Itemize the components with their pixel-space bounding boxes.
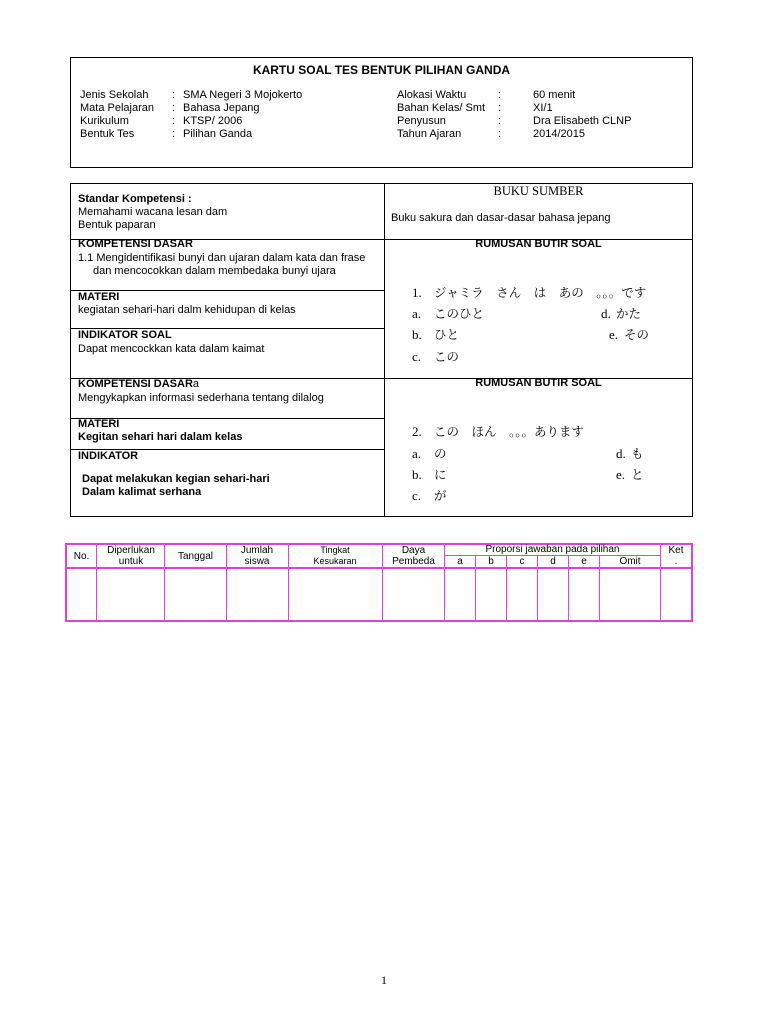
column-divider (384, 183, 385, 517)
option-c (412, 347, 459, 365)
question-number: 2. (412, 424, 422, 439)
materi-2-label: MATERI (78, 418, 120, 430)
indikator-2-text: Dalam kalimat serhana (82, 486, 202, 498)
table-header-ket: Ket . (668, 545, 684, 567)
kompetensi-dasar-text: dan mencocokkan dalam membedaka bunyi ujara (93, 265, 336, 277)
option-a (412, 444, 447, 462)
table-header-option-d: d (550, 556, 556, 567)
field-colon: : (172, 128, 176, 140)
kompetensi-dasar-2-suffix: a (192, 378, 200, 390)
option-label: a. (412, 306, 422, 321)
question-number: 1. (412, 285, 422, 300)
standar-kompetensi-text: Memahami wacana lesan dam (78, 206, 228, 218)
option-label: c. (412, 349, 422, 364)
field-value-tahun-ajaran: 2014/2015 (533, 128, 585, 140)
field-value-mata-pelajaran: Bahasa Jepang (183, 102, 260, 114)
option-e (616, 465, 644, 483)
option-text: この (434, 350, 460, 364)
question-text: ジャミラ さん は あの 。。。です (434, 286, 647, 300)
option-d (616, 444, 644, 462)
option-text: も (631, 447, 644, 461)
option-label: a. (412, 446, 422, 461)
field-colon: : (172, 89, 176, 101)
option-text: が (434, 489, 447, 503)
table-header-option-c: c (519, 556, 525, 567)
table-header-daya: Daya Pembeda (392, 545, 435, 567)
question-2 (412, 422, 584, 440)
table-header-option-a: a (457, 556, 463, 567)
table-header-jumlah: Jumlah siswa (240, 545, 274, 567)
field-colon: : (172, 115, 176, 127)
field-colon: : (498, 102, 502, 114)
rumusan-butir-soal-2-label: RUMUSAN BUTIR SOAL (475, 377, 602, 389)
field-colon: : (498, 115, 502, 127)
kompetensi-dasar-2-label-text: KOMPETENSI DASAR (78, 378, 193, 390)
table-column-divider (660, 543, 661, 622)
option-text: に (434, 468, 447, 482)
field-label-jenis-sekolah: Jenis Sekolah (80, 89, 149, 101)
table-header-option-b: b (488, 556, 494, 567)
buku-sumber-text: Buku sakura dan dasar-dasar bahasa jepang (391, 212, 611, 224)
field-label-kurikulum: Kurikulum (80, 115, 129, 127)
field-label-tahun-ajaran: Tahun Ajaran (397, 128, 462, 140)
card-title: KARTU SOAL TES BENTUK PILIHAN GANDA (252, 63, 511, 77)
kompetensi-dasar-text: 1.1 Mengidentifikasi bunyi dan ujaran dalam kata dan frase (78, 252, 366, 264)
page-number: 1 (381, 973, 387, 987)
table-header-option-e: e (581, 556, 587, 567)
field-label-penyusun: Penyusun (397, 115, 446, 127)
rumusan-butir-soal-label: RUMUSAN BUTIR SOAL (475, 238, 602, 250)
option-label: d. (616, 446, 626, 461)
field-colon: : (498, 128, 502, 140)
field-label-bahan-kelas: Bahan Kelas/ Smt (397, 102, 486, 114)
standar-kompetensi-label: Standar Kompetensi : (78, 193, 192, 205)
option-text: の (434, 447, 447, 461)
field-value-penyusun: Dra Elisabeth CLNP (533, 115, 632, 127)
option-text: このひと (434, 307, 485, 321)
option-a (412, 304, 484, 322)
table-border (691, 543, 693, 622)
indikator-2-label: INDIKATOR (78, 450, 139, 462)
option-text: かた (616, 307, 642, 321)
materi-label: MATERI (78, 291, 120, 303)
indikator-soal-text: Dapat mencockkan kata dalam kaimat (78, 343, 265, 355)
kompetensi-dasar-2-text: Mengykapkan informasi sederhana tentang dilalog (78, 392, 324, 404)
option-label: b. (412, 467, 422, 482)
question-text: この ほん 。。。あります (434, 425, 585, 439)
table-header-tanggal: Tanggal (177, 550, 214, 562)
buku-sumber-label: BUKU SUMBER (493, 184, 584, 198)
question-1 (412, 283, 646, 301)
table-header-diperlukan: Diperlukan untuk (107, 545, 155, 567)
table-header-option-omit: Omit (619, 556, 641, 567)
field-label-alokasi-waktu: Alokasi Waktu (397, 89, 467, 101)
kompetensi-dasar-2-label (78, 378, 199, 391)
field-value-bentuk-tes: Pilihan Ganda (183, 128, 253, 140)
field-colon: : (498, 89, 502, 101)
option-label: c. (412, 488, 422, 503)
option-text: その (624, 328, 650, 342)
option-text: ひと (434, 328, 460, 342)
option-text: と (631, 468, 644, 482)
materi-2-text: Kegitan sehari hari dalam kelas (78, 431, 243, 443)
option-label: e. (616, 467, 626, 482)
option-label: d. (601, 306, 611, 321)
table-column-divider (288, 543, 289, 622)
option-c (412, 486, 447, 504)
kompetensi-dasar-label: KOMPETENSI DASAR (78, 238, 193, 250)
indikator-soal-label: INDIKATOR SOAL (78, 329, 172, 341)
field-value-kurikulum: KTSP/ 2006 (183, 115, 243, 127)
option-e (609, 325, 649, 343)
materi-text: kegiatan sehari-hari dalm kehidupan di kelas (78, 304, 296, 316)
table-header-no: No. (73, 550, 90, 562)
table-column-divider (226, 543, 227, 622)
option-b (412, 325, 459, 343)
option-label: e. (609, 327, 619, 342)
table-header-proporsi: Proporsi jawaban pada pilihan (485, 544, 620, 555)
table-column-divider (96, 543, 97, 622)
table-header-tingkat: Tingkat Kesukaran (313, 545, 357, 566)
field-label-bentuk-tes: Bentuk Tes (80, 128, 135, 140)
field-value-alokasi-waktu: 60 menit (533, 89, 576, 101)
field-value-jenis-sekolah: SMA Negeri 3 Mojokerto (183, 89, 303, 101)
indikator-2-text: Dapat melakukan kegian sehari-hari (82, 473, 270, 485)
option-d (601, 304, 641, 322)
option-b (412, 465, 447, 483)
field-colon: : (172, 102, 176, 114)
option-label: b. (412, 327, 422, 342)
field-value-bahan-kelas: XI/1 (533, 102, 553, 114)
field-label-mata-pelajaran: Mata Pelajaran (80, 102, 154, 114)
standar-kompetensi-text: Bentuk paparan (78, 219, 156, 231)
